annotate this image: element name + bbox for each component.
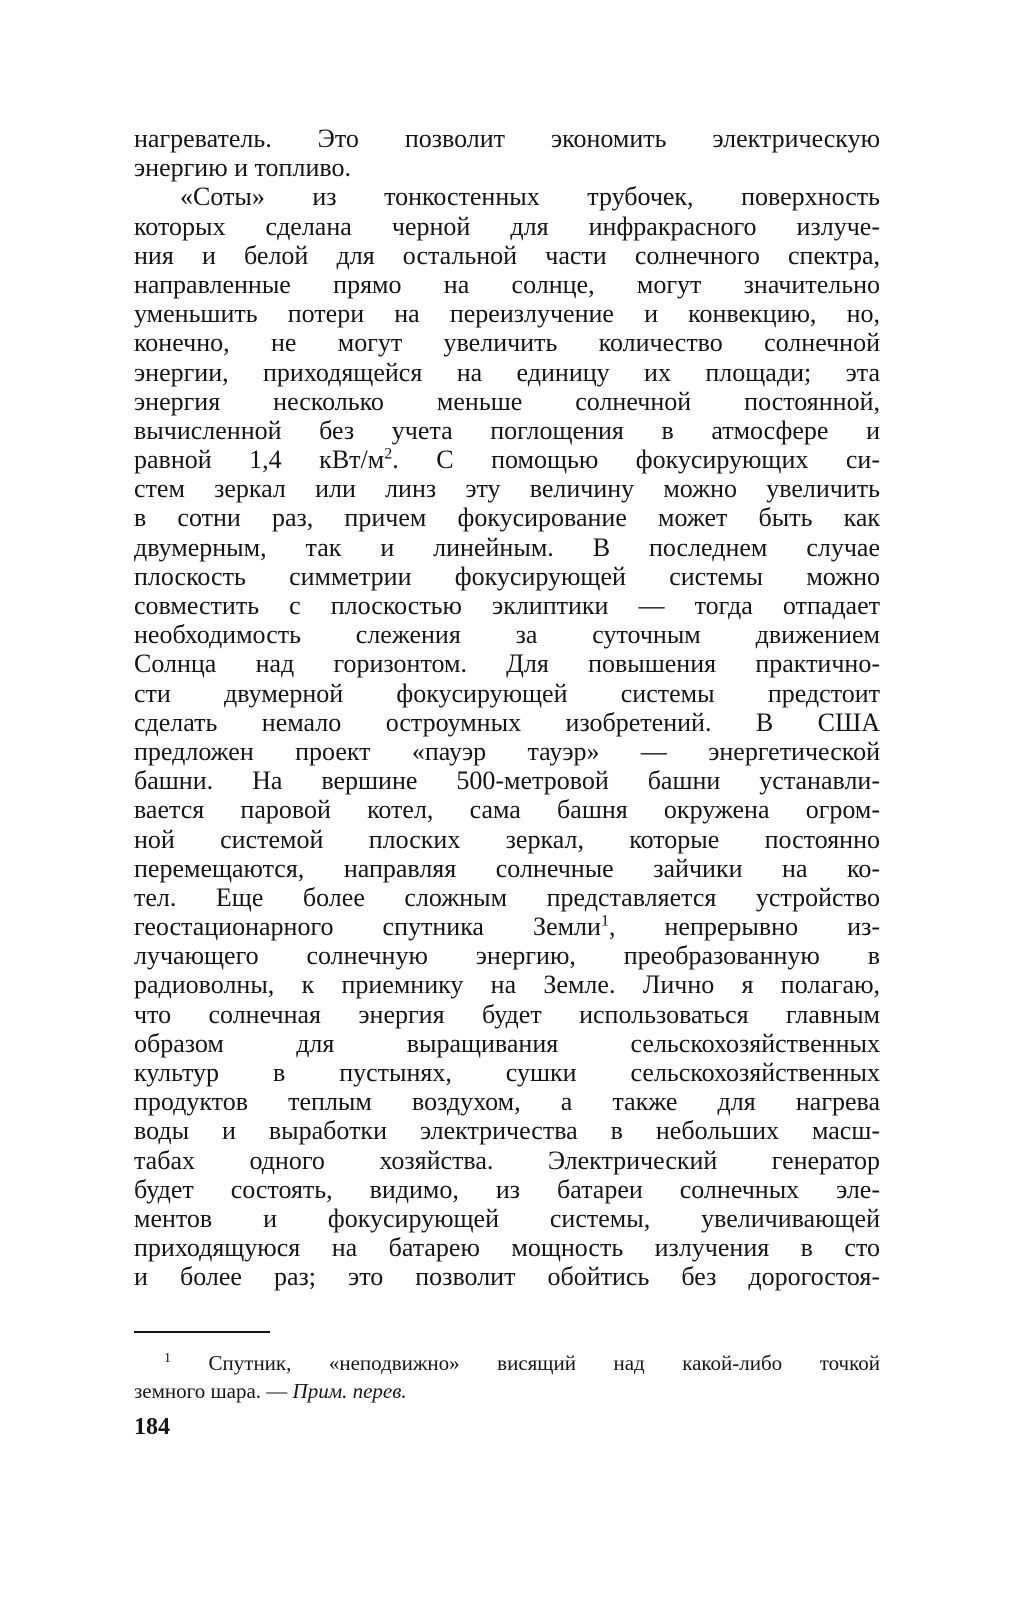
text-line: конечно, не могут увеличить количество солнечной: [134, 328, 880, 358]
text-line: перемещаются, направляя солнечные зайчики на ко-: [134, 853, 880, 883]
text-line: будет состоять, видимо, из батареи солнечных эле-: [134, 1174, 880, 1204]
text-line: стем зеркал или линз эту величину можно увеличить: [134, 474, 880, 504]
footnote-ref: 1: [600, 912, 609, 930]
text-line: которых сделана черной для инфракрасного излуче-: [134, 211, 880, 241]
text-line: сделать немало остроумных изобретений. В США: [134, 707, 880, 737]
text-line: энергии, приходящейся на единицу их площади; эта: [134, 357, 880, 387]
text-line: ной системой плоских зеркал, которые постоянно: [134, 824, 880, 854]
text-line: радиоволны, к приемнику на Земле. Лично я полагаю,: [134, 970, 880, 1000]
text-line: уменьшить потери на переизлучение и конвекцию, но,: [134, 299, 880, 329]
footnote-text: Спутник, «неподвижно» висящий над какой-либо точкой: [208, 1351, 880, 1375]
text-line: нагреватель. Это позволит экономить электрическую: [134, 124, 880, 153]
text-line: двумерным, так и линейным. В последнем случае: [134, 532, 880, 562]
main-text: [134, 124, 880, 1292]
footnote-text: земного шара. —: [134, 1379, 293, 1403]
text-line: в сотни раз, причем фокусирование может быть как: [134, 503, 880, 533]
text-segment: равной 1,4 кВт/м: [134, 445, 385, 475]
footnote-mark: 1: [164, 1351, 171, 1366]
text-line: сти двумерной фокусирующей системы предстоит: [134, 678, 880, 708]
text-segment: геостационарного спутника Земли: [134, 912, 601, 942]
text-line: необходимость слежения за суточным движением: [134, 620, 880, 650]
footnote-divider: [134, 1331, 270, 1333]
text-segment: . С помощью фокусирующих си-: [392, 445, 880, 475]
text-segment: , непрерывно из-: [608, 912, 880, 942]
text-line: приходящуюся на батарею мощность излучения в сто: [134, 1233, 880, 1263]
text-line: ментов и фокусирующей системы, увеличивающей: [134, 1203, 880, 1233]
text-line: воды и выработки электричества в небольших масш-: [134, 1116, 880, 1146]
footnote: [134, 1349, 880, 1405]
text-line: вается паровой котел, сама башня окружена огром-: [134, 795, 880, 825]
page-number: 184: [134, 1414, 170, 1440]
text-line: энергию и топливо.: [134, 153, 351, 183]
text-line: энергия несколько меньше солнечной постоянной,: [134, 386, 880, 416]
footnote-line: [134, 1377, 880, 1405]
text-line: Солнца над горизонтом. Для повышения практично-: [134, 649, 880, 679]
text-line: продуктов теплым воздухом, а также для нагрева: [134, 1087, 880, 1117]
text-line: лучающего солнечную энергию, преобразованную в: [134, 941, 880, 971]
text-line: табах одного хозяйства. Электрический генератор: [134, 1145, 880, 1175]
text-line: тел. Еще более сложным представляется устройство: [134, 882, 880, 912]
footnote-translator-note: Прим. перев.: [292, 1379, 407, 1403]
text-line: культур в пустынях, сушки сельскохозяйственных: [134, 1058, 880, 1087]
text-line: направленные прямо на солнце, могут значительно: [134, 269, 880, 299]
text-line-with-superscript: [134, 445, 880, 474]
text-line: вычисленной без учета поглощения в атмосфере и: [134, 415, 880, 445]
superscript-2: 2: [384, 445, 393, 463]
footnote-line: [134, 1349, 880, 1377]
text-line: совместить с плоскостью эклиптики — тогда отпадает: [134, 591, 880, 620]
text-line: башни. На вершине 500-метровой башни устанавли-: [134, 766, 880, 796]
text-line: образом для выращивания сельскохозяйственных: [134, 1028, 880, 1058]
text-line: и более раз; это позволит обойтись без дорогостоя-: [134, 1262, 880, 1292]
text-line: ния и белой для остальной части солнечного спектра,: [134, 240, 880, 270]
text-line: что солнечная энергия будет использоваться главным: [134, 999, 880, 1029]
text-line: плоскость симметрии фокусирующей системы можно: [134, 561, 880, 591]
text-line-with-footnote-ref: [134, 912, 880, 941]
text-line: «Соты» из тонкостенных трубочек, поверхность: [180, 182, 880, 212]
text-line: предложен проект «пауэр тауэр» — энергетической: [134, 736, 880, 766]
